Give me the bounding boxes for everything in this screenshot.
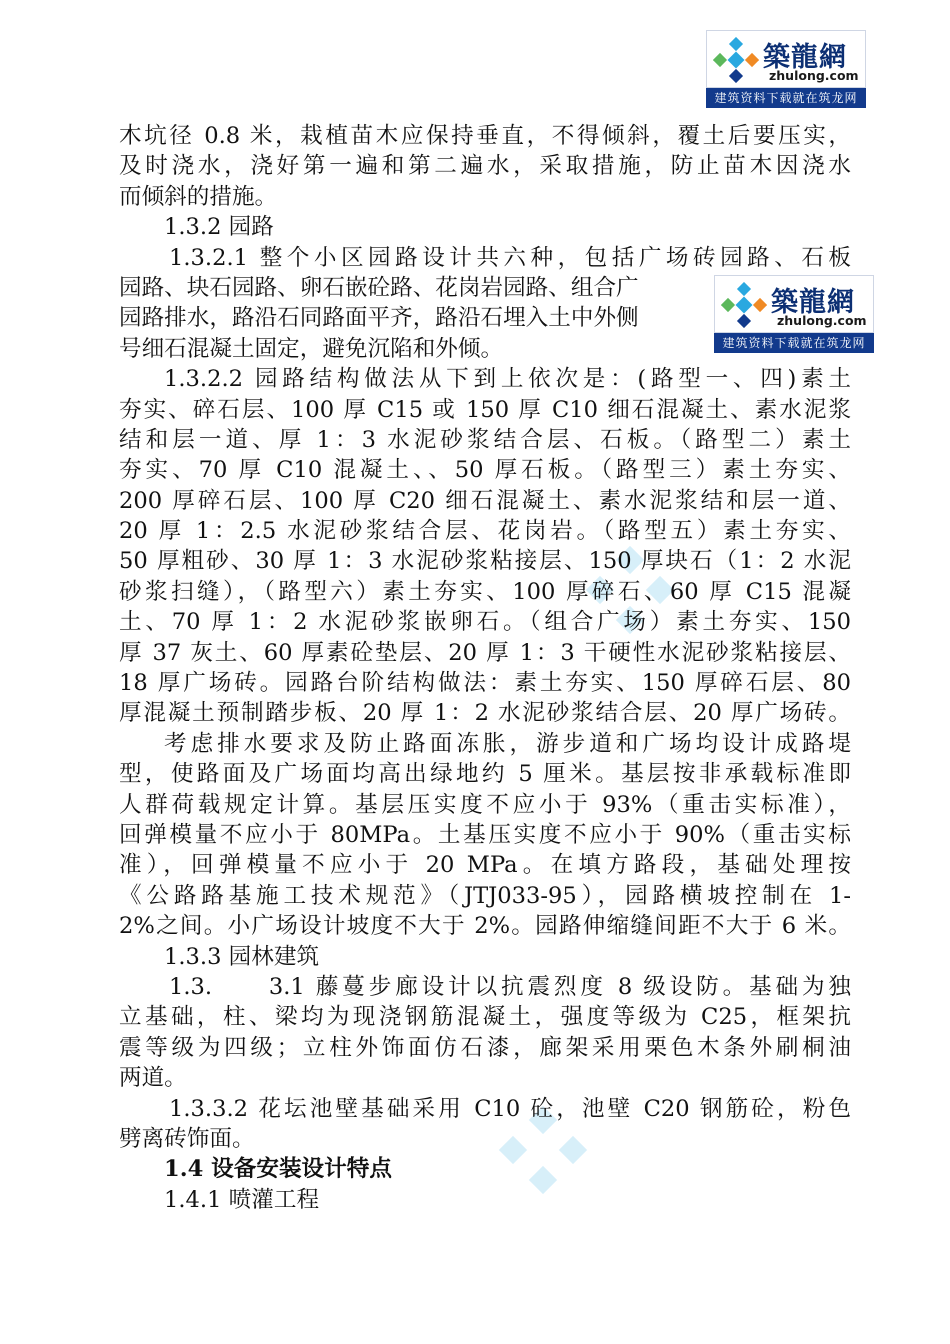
text-line: 1.3.2.2 园路结构做法从下到上依次是：(路型一、四)素土	[164, 366, 851, 393]
text-line: 木坑径 0.8 米，栽植苗木应保持垂直，不得倾斜，覆土后要压实，	[119, 123, 851, 149]
zhulong-logo-top	[706, 30, 866, 108]
text-line: 200 厚碎石层、100 厚 C20 细石混凝土、素水泥浆结和层一道、	[119, 487, 851, 514]
text-line: 夯实、碎石层、100 厚 C15 或 150 厚 C10 细石混凝土、素水泥浆	[119, 396, 851, 423]
document-body	[119, 121, 851, 1215]
text-line: 1.3. 3.1 藤蔓步廊设计以抗震烈度 8 级设防。基础为独	[169, 973, 851, 1000]
text-line: 型，使路面及广场面均高出绿地约 5 厘米。基层按非承载标准即	[119, 761, 851, 788]
text-line: 园路排水，路沿石同路面平齐，路沿石埋入土中外侧	[119, 305, 639, 332]
logo-panel	[706, 30, 866, 88]
text-line: 人群荷载规定计算。基层压实度不应小于 93%（重击实标准），	[119, 791, 851, 818]
section-heading: 1.4.1 喷灌工程	[164, 1186, 320, 1213]
text-line: 厚 37 灰土、60 厚素砼垫层、20 厚 1：3 干硬性水泥砂浆粘接层、	[119, 639, 851, 666]
text-line: 结和层一道、厚 1：3 水泥砂浆结合层、石板。（路型二）素土	[119, 426, 851, 453]
text-line: 而倾斜的措施。	[119, 183, 278, 210]
text-line: 号细石混凝土固定，避免沉陷和外倾。	[119, 335, 504, 362]
logo-brand-en: zhulong.com	[777, 313, 867, 328]
text-line: 劈离砖饰面。	[119, 1125, 255, 1152]
text-line: 考虑排水要求及防止路面冻胀，游步道和广场均设计成路堤	[164, 730, 851, 757]
text-line: 立基础，柱、梁均为现浇钢筋混凝土，强度等级为 C25，框架抗	[119, 1004, 851, 1031]
logo-brand-cn: 築龍網	[771, 287, 855, 318]
text-line: 50 厚粗砂、30 厚 1：3 水泥砂浆粘接层、150 厚块石（1：2 水泥	[119, 548, 851, 575]
text-line: 震等级为四级；立柱外饰面仿石漆，廊架采用栗色木条外刷桐油	[119, 1034, 851, 1061]
text-line: 准），回弹模量不应小于 20 MPa。在填方路段，基础处理按	[119, 852, 851, 879]
section-heading: 1.3.2 园路	[164, 214, 274, 241]
logo-diamond-icon	[713, 37, 759, 83]
text-line: 园路、块石园路、卵石嵌砼路、花岗岩园路、组合广	[119, 274, 639, 301]
logo-brand-en: zhulong.com	[769, 68, 859, 83]
logo-slogan: 建筑资料下载就在筑龙网	[706, 88, 866, 108]
logo-brand-cn: 築龍網	[763, 42, 847, 73]
section-heading: 1.3.3 园林建筑	[164, 943, 320, 970]
text-line: 回弹模量不应小于 80MPa。土基压实度不应小于 90%（重击实标	[119, 821, 851, 848]
text-line: 18 厚广场砖。园路台阶结构做法：素土夯实、150 厚碎石层、80	[119, 670, 851, 697]
section-heading-bold: 1.4 设备安装设计特点	[164, 1156, 392, 1183]
text-line: 土、70 厚 1：2 水泥砂浆嵌卵石。（组合广场）素土夯实、150	[119, 609, 851, 636]
text-line: 2%之间。小广场设计坡度不大于 2%。园路伸缩缝间距不大于 6 米。	[119, 913, 851, 940]
text-line: 《公路路基施工技术规范》（JTJ033-95），园路横坡控制在 1-	[119, 882, 851, 909]
text-line: 1.3.3.2 花坛池壁基础采用 C10 砼，池壁 C20 钢筋砼，粉色	[169, 1095, 851, 1122]
logo-slogan: 建筑资料下载就在筑龙网	[714, 333, 874, 353]
text-line: 砂浆扫缝），（路型六）素土夯实、100 厚碎石、60 厚 C15 混凝	[119, 578, 851, 605]
text-line: 夯实、70 厚 C10 混凝土、、50 厚石板。（路型三）素土夯实、	[119, 457, 851, 484]
text-line: 及时浇水，浇好第一遍和第二遍水，采取措施，防止苗木因浇水	[119, 153, 851, 180]
text-line: 两道。	[119, 1065, 187, 1092]
text-line: 厚混凝土预制踏步板、20 厚 1：2 水泥砂浆结合层、20 厚广场砖。	[119, 700, 851, 727]
text-line: 20 厚 1：2.5 水泥砂浆结合层、花岗岩。（路型五）素土夯实、	[119, 518, 851, 545]
text-line: 1.3.2.1 整个小区园路设计共六种，包括广场砖园路、石板	[169, 244, 851, 271]
